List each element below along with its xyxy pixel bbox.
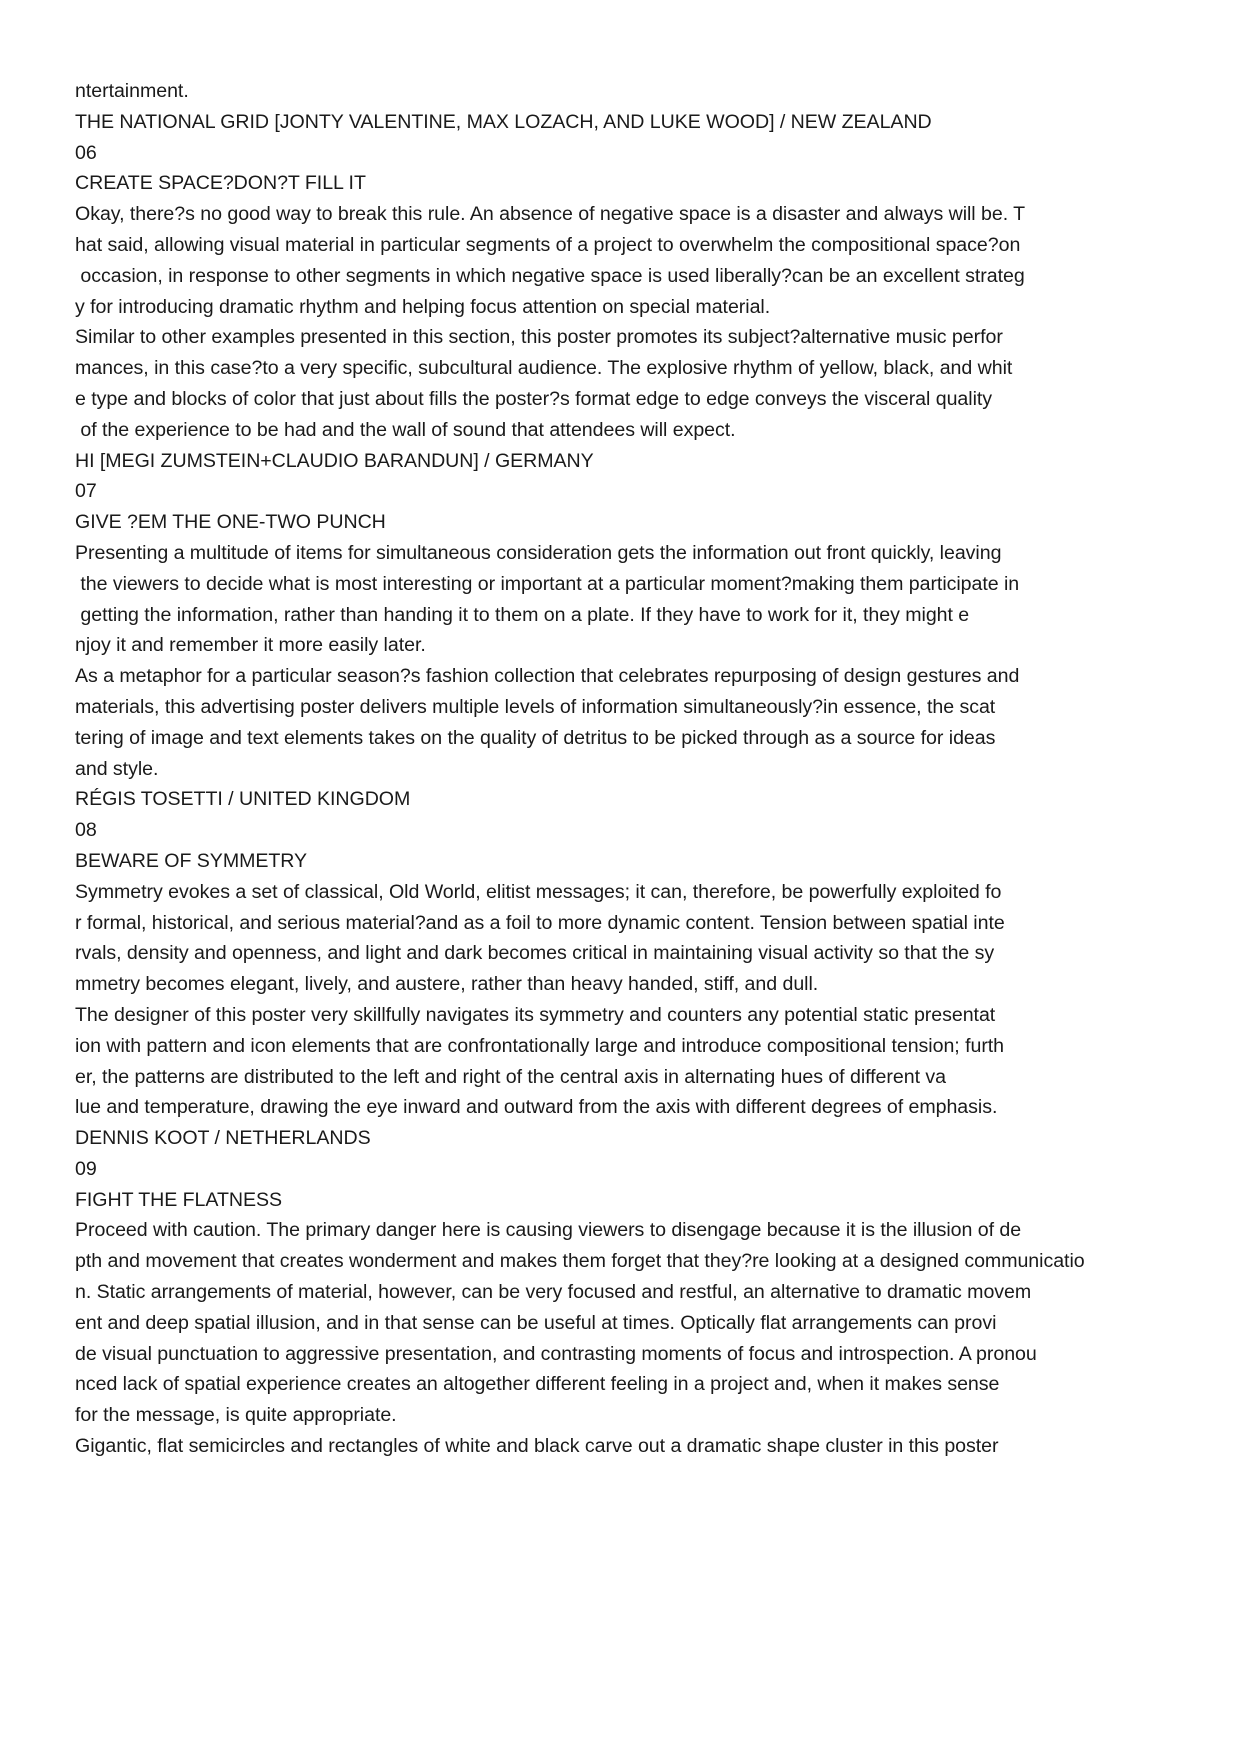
credit-line: THE NATIONAL GRID [JONTY VALENTINE, MAX LOZACH, AND LUKE WOOD] / NEW ZEALAND bbox=[75, 110, 932, 133]
text-line: occasion, in response to other segments in which negative space is used liberally?can be an excellent strateg bbox=[75, 264, 1025, 287]
section-number: 07 bbox=[75, 480, 97, 503]
text-line: de visual punctuation to aggressive presentation, and contrasting moments of focus and introspection. A pronou bbox=[75, 1342, 1037, 1365]
text-line: tering of image and text elements takes on the quality of detritus to be picked through as a source for ideas bbox=[75, 726, 996, 749]
text-line: nced lack of spatial experience creates an altogether different feeling in a project and, when it makes sense bbox=[75, 1373, 1000, 1396]
text-line: er, the patterns are distributed to the left and right of the central axis in alternating hues of different va bbox=[75, 1065, 946, 1088]
section-heading: FIGHT THE FLATNESS bbox=[75, 1188, 283, 1211]
text-line: of the experience to be had and the wall of sound that attendees will expect. bbox=[75, 418, 736, 441]
text-line: hat said, allowing visual material in particular segments of a project to overwhelm the compositional space?on bbox=[75, 233, 1021, 256]
text-line: ion with pattern and icon elements that are confrontationally large and introduce compositional tension; furth bbox=[75, 1034, 1005, 1057]
text-line: and style. bbox=[75, 757, 159, 780]
credit-line: DENNIS KOOT / NETHERLANDS bbox=[75, 1127, 371, 1150]
text-line: ent and deep spatial illusion, and in that sense can be useful at times. Optically flat arrangements can provi bbox=[75, 1311, 997, 1334]
text-line: Presenting a multitude of items for simultaneous consideration gets the information out front quickly, leaving bbox=[75, 541, 1002, 564]
text-line: getting the information, rather than handing it to them on a plate. If they have to work for it, they might e bbox=[75, 603, 970, 626]
text-line: Proceed with caution. The primary danger here is causing viewers to disengage because it is the illusion of de bbox=[75, 1219, 1022, 1242]
text-line: Similar to other examples presented in this section, this poster promotes its subject?alternative music perfor bbox=[75, 326, 1003, 349]
section-heading: BEWARE OF SYMMETRY bbox=[75, 849, 308, 872]
section-number: 06 bbox=[75, 141, 97, 164]
text-line: n. Static arrangements of material, however, can be very focused and restful, an alternative to dramatic movem bbox=[75, 1281, 1032, 1304]
text-line: njoy it and remember it more easily later. bbox=[75, 634, 426, 657]
text-line: mmetry becomes elegant, lively, and austere, rather than heavy handed, stiff, and dull. bbox=[75, 973, 819, 996]
section-heading: GIVE ?EM THE ONE-TWO PUNCH bbox=[75, 511, 386, 534]
text-line: rvals, density and openness, and light and dark becomes critical in maintaining visual activity so that the sy bbox=[75, 942, 995, 965]
text-line: materials, this advertising poster delivers multiple levels of information simultaneously?in essence, the scat bbox=[75, 695, 996, 718]
text-line: y for introducing dramatic rhythm and helping focus attention on special material. bbox=[75, 295, 771, 318]
text-line: pth and movement that creates wonderment and makes them forget that they?re looking at a designed communicatio bbox=[75, 1250, 1085, 1273]
text-line: the viewers to decide what is most interesting or important at a particular moment?making them participate in bbox=[75, 572, 1020, 595]
text-line: mances, in this case?to a very specific, subcultural audience. The explosive rhythm of yellow, black, and whit bbox=[75, 357, 1013, 380]
text-line: ntertainment. bbox=[75, 80, 189, 102]
text-line: Gigantic, flat semicircles and rectangles of white and black carve out a dramatic shape cluster in this poster bbox=[75, 1435, 999, 1458]
text-line: r formal, historical, and serious material?and as a foil to more dynamic content. Tension between spatial inte bbox=[75, 911, 1005, 934]
text-line: e type and blocks of color that just about fills the poster?s format edge to edge conveys the visceral quality bbox=[75, 387, 993, 410]
section-heading: CREATE SPACE?DON?T FILL IT bbox=[75, 172, 366, 195]
credit-line: RÉGIS TOSETTI / UNITED KINGDOM bbox=[75, 788, 411, 811]
text-line: As a metaphor for a particular season?s fashion collection that celebrates repurposing of design gestures and bbox=[75, 665, 1020, 688]
credit-line: HI [MEGI ZUMSTEIN+CLAUDIO BARANDUN] / GERMANY bbox=[75, 449, 594, 472]
section-number: 08 bbox=[75, 819, 97, 842]
text-line: The designer of this poster very skillfully navigates its symmetry and counters any potential static presentat bbox=[75, 1003, 996, 1026]
text-line: Symmetry evokes a set of classical, Old World, elitist messages; it can, therefore, be powerfully exploited fo bbox=[75, 880, 1002, 903]
text-line: for the message, is quite appropriate. bbox=[75, 1404, 397, 1427]
text-line: Okay, there?s no good way to break this rule. An absence of negative space is a disaster and always will be. T bbox=[75, 203, 1026, 226]
text-line: lue and temperature, drawing the eye inward and outward from the axis with different degrees of emphasis. bbox=[75, 1096, 998, 1119]
section-number: 09 bbox=[75, 1157, 97, 1180]
document-body bbox=[75, 76, 1205, 1462]
